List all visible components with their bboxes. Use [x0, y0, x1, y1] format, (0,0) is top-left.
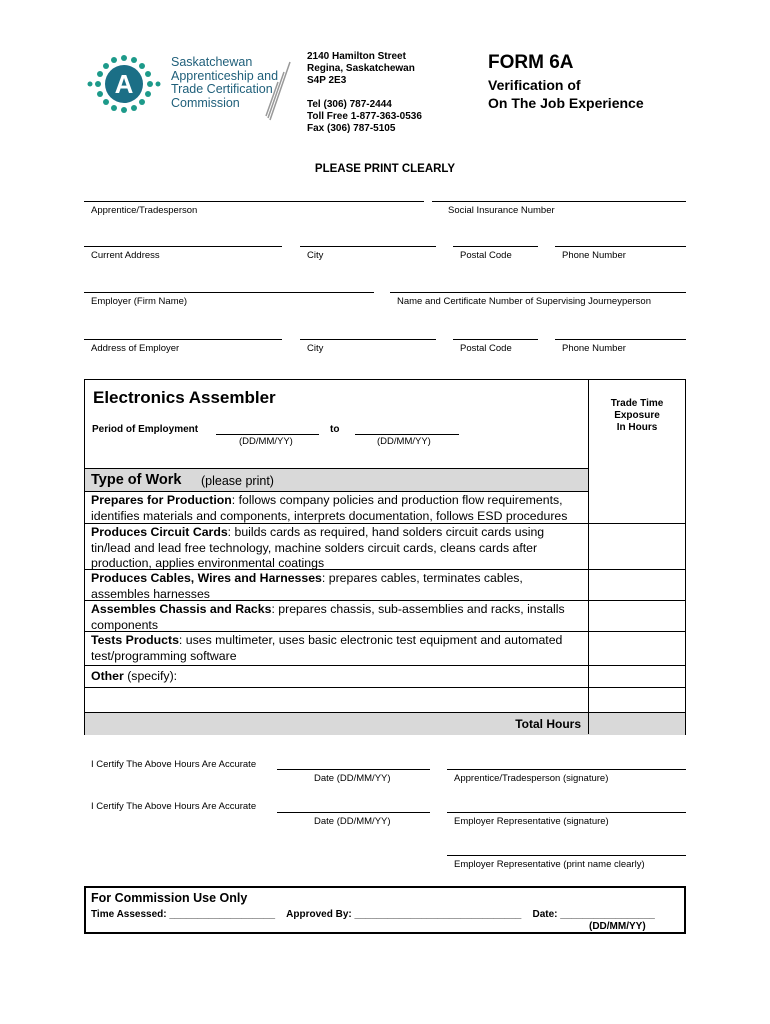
current-address-label: Current Address: [91, 250, 160, 261]
approved-by-field[interactable]: Approved By: ______________________________: [286, 909, 522, 920]
task-title: Assembles Chassis and Racks: [91, 602, 272, 616]
task-row[interactable]: [85, 524, 685, 570]
apprentice-label: Apprentice/Tradesperson: [91, 205, 198, 216]
task-row[interactable]: [85, 601, 685, 632]
contact-block: [307, 51, 422, 135]
apprentice-signature-label: Apprentice/Tradesperson (signature): [454, 773, 609, 784]
employer-address-label: Address of Employer: [91, 343, 180, 354]
task-title: Tests Products: [91, 633, 179, 647]
toll-free: Toll Free 1-877-363-0536: [307, 111, 422, 122]
employer-signature-label: Employer Representative (signature): [454, 816, 609, 827]
task-row[interactable]: [85, 632, 685, 666]
phone-label: Phone Number: [562, 250, 626, 261]
journeyperson-field[interactable]: [390, 292, 686, 293]
current-address-field[interactable]: [84, 246, 282, 247]
apprentice-field[interactable]: [84, 201, 424, 202]
sin-field[interactable]: [432, 201, 686, 202]
commission-title: For Commission Use Only: [91, 891, 248, 905]
to-label: to: [330, 424, 340, 435]
phone-field[interactable]: [555, 246, 686, 247]
other-blank-row[interactable]: [85, 688, 685, 713]
type-of-work-header: [85, 468, 588, 492]
employer-city-field[interactable]: [300, 339, 436, 340]
employer-signature-field[interactable]: [447, 812, 686, 813]
print-instruction: PLEASE PRINT CLEARLY: [314, 163, 456, 175]
task-desc: : follows company policies and production flow requirements, identifies materials and components, interprets documentation, follows ESD procedures: [91, 493, 568, 523]
certify-statement-2: I Certify The Above Hours Are Accurate: [91, 801, 257, 812]
date-field-2[interactable]: [277, 812, 430, 813]
fax: Fax (306) 787-5105: [307, 123, 396, 134]
experience-table: [84, 379, 686, 735]
period-start-field[interactable]: [216, 434, 319, 435]
org-name-line: Commission: [171, 95, 240, 110]
trade-time-header: [589, 398, 685, 434]
form-title-block: [488, 52, 644, 112]
task-title: Produces Cables, Wires and Harnesses: [91, 571, 322, 585]
task-desc: : uses multimeter, uses basic electronic test equipment and automated test/programming software: [91, 633, 563, 663]
svg-text:A: A: [114, 69, 134, 99]
commission-fields-row: [91, 909, 655, 920]
journeyperson-label: Name and Certificate Number of Supervising Journeyperson: [397, 296, 651, 307]
commission-use-box: [84, 886, 686, 934]
form-title-line2: On The Job Experience: [488, 95, 644, 111]
postal-label: Postal Code: [460, 250, 512, 261]
task-title: Other: [91, 669, 124, 683]
employer-postal-field[interactable]: [453, 339, 538, 340]
employer-label: Employer (Firm Name): [91, 296, 188, 307]
employer-address-field[interactable]: [84, 339, 282, 340]
sin-label: Social Insurance Number: [448, 205, 555, 216]
date-field-1[interactable]: [277, 769, 430, 770]
postal-field[interactable]: [453, 246, 538, 247]
apprentice-signature-field[interactable]: [447, 769, 686, 770]
postal: S4P 2E3: [307, 75, 347, 86]
task-row[interactable]: [85, 570, 685, 601]
time-assessed-field[interactable]: Time Assessed: ___________________: [91, 909, 276, 920]
org-name-line: Apprenticeship and: [171, 68, 279, 83]
commission-logo: [84, 52, 164, 116]
tel: Tel (306) 787-2444: [307, 99, 392, 110]
start-date-format: (DD/MM/YY): [239, 436, 293, 447]
employer-print-name-label: Employer Representative (print name clearly): [454, 859, 645, 870]
end-date-format: (DD/MM/YY): [377, 436, 431, 447]
form-code: FORM 6A: [488, 52, 574, 73]
employer-city-label: City: [307, 343, 324, 354]
task-desc: : prepares chassis, sub-assemblies and racks, installs components: [91, 602, 565, 632]
date-label-1: Date (DD/MM/YY): [314, 773, 391, 784]
employer-postal-label: Postal Code: [460, 343, 512, 354]
trade-time-line: Exposure: [614, 410, 660, 421]
city-field[interactable]: [300, 246, 436, 247]
form-title-line1: Verification of: [488, 77, 581, 93]
task-row[interactable]: [85, 492, 685, 524]
commission-date-field[interactable]: Date: _________________: [532, 909, 655, 920]
street: 2140 Hamilton Street: [307, 51, 406, 62]
employer-phone-field[interactable]: [555, 339, 686, 340]
task-row[interactable]: [85, 666, 685, 688]
trade-time-line: In Hours: [616, 422, 658, 433]
employer-field[interactable]: [84, 292, 374, 293]
commission-date-format: (DD/MM/YY): [589, 921, 646, 932]
trade-name: Electronics Assembler: [93, 388, 276, 407]
task-desc: : prepares cables, terminates cables, assembles harnesses: [91, 571, 523, 601]
certify-statement-1: I Certify The Above Hours Are Accurate: [91, 759, 257, 770]
type-of-work-note: (please print): [201, 474, 274, 488]
employer-print-name-field[interactable]: [447, 855, 686, 856]
employer-phone-label: Phone Number: [562, 343, 626, 354]
period-label: Period of Employment: [92, 424, 199, 435]
total-hours-row: [85, 713, 685, 735]
logo-swoosh: [262, 60, 292, 122]
type-of-work-title: Type of Work: [91, 472, 182, 488]
task-title: Prepares for Production: [91, 493, 232, 507]
hours-column-divider: [588, 380, 589, 734]
total-hours-label: Total Hours: [515, 717, 581, 731]
task-title: Produces Circuit Cards: [91, 525, 228, 539]
period-end-field[interactable]: [355, 434, 459, 435]
trade-time-line: Trade Time: [610, 398, 664, 409]
org-name-line: Trade Certification: [171, 82, 273, 96]
date-label-2: Date (DD/MM/YY): [314, 816, 391, 827]
city-label: City: [307, 250, 324, 261]
task-desc: : builds cards as required, hand solders circuit cards using tin/lead and lead free technology, machine solders circuit cards, cleans cards after production, applies environmental coatings: [91, 525, 545, 570]
task-desc: (specify):: [123, 669, 178, 683]
org-name-line: Saskatchewan: [171, 55, 253, 69]
city: Regina, Saskatchewan: [307, 63, 415, 74]
